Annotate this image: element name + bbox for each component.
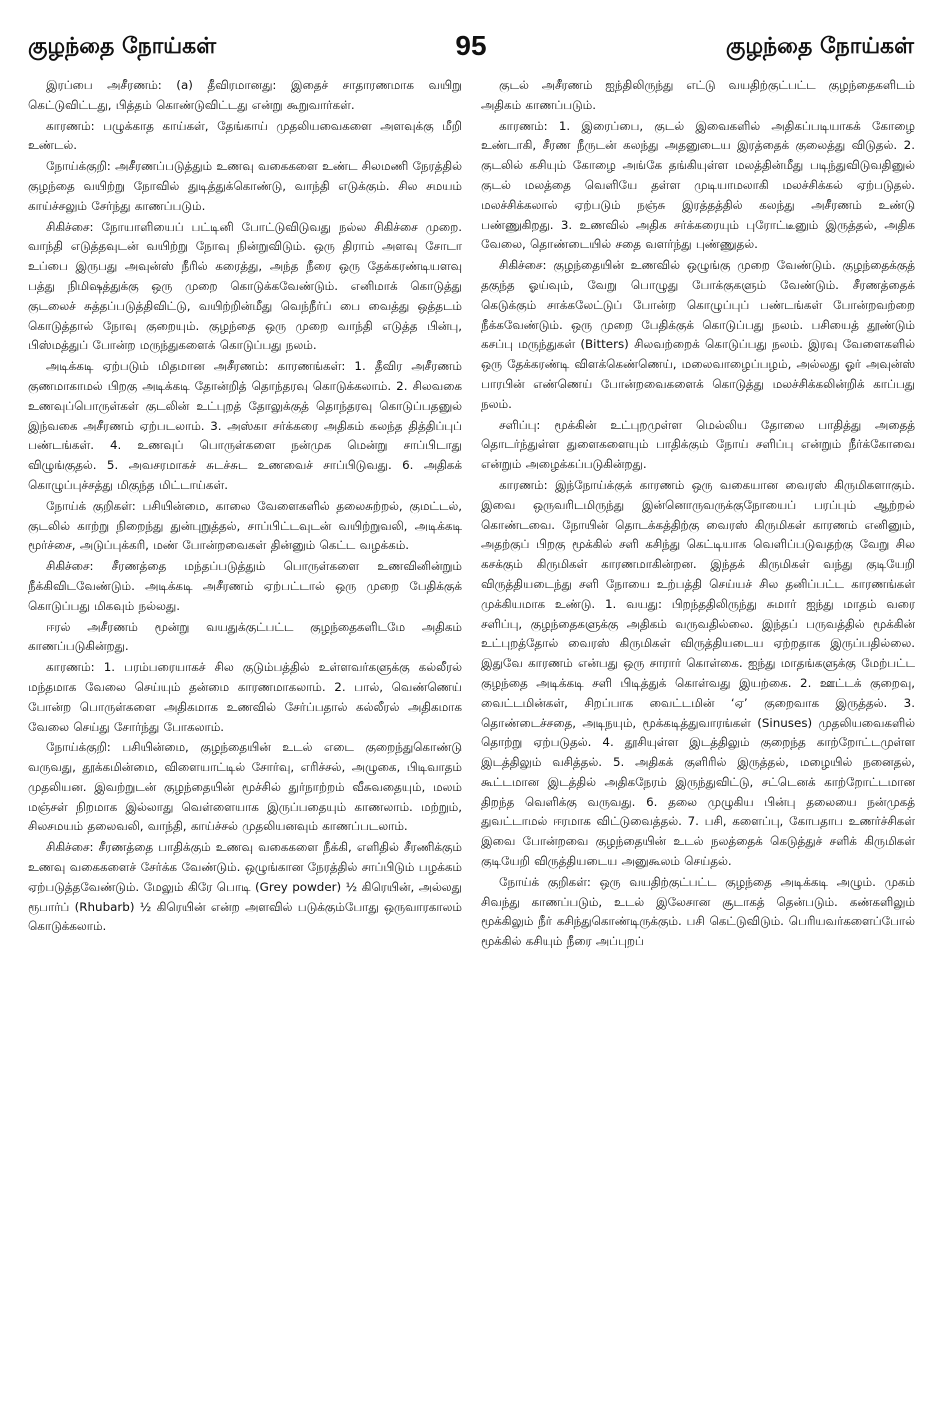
right-column	[481, 76, 915, 1411]
paragraph: சிகிச்சை: நோயாளியைப் பட்டினி போட்டுவிடுவது நல்ல சிகிச்சை முறை. வாந்தி எடுத்தவுடன் வயிற்று நோவு நின்றுவிடும். ஒரு திராம் அளவு சோடா உப்பை இருபது அவுன்ஸ் நீரில் கரைத்து, அந்த நீரை ஒரு தேக்கரண்டியளவு பத்து நிமிஷத்துக்கு ஒரு முறை கொடுக்கவேண்டும். எனிமாக் கொடுத்து குடலைச் சுத்தப்படுத்திவிட்டு, வயிற்றின்மீது வெந்நீர்ப் பை வைத்து ஒத்தடம் கொடுத்தால் நோவு குறையும். குழந்தை ஒரு முறை வாந்தி எடுத்த பின்பு, பிஸ்மத்துப் போன்ற மருந்துகளைக் கொடுப்பது நலம்.	[28, 219, 462, 353]
paragraph: காரணம்: பழுக்காத காய்கள், தேங்காய் முதலியவைகளை அளவுக்கு மீறி உண்டல்.	[28, 118, 462, 153]
paragraph: சிகிச்சை: சீரணத்தை பாதிக்கும் உணவு வகைகளை நீக்கி, எளிதில் சீரணிக்கும் உணவு வகைகளைச் சேர்க்க வேண்டும். ஒழுங்கான நேரத்தில் சாப்பிடும் பழக்கம் ஏற்படுத்தவேண்டும். மேலும் கிரே பொடி (Grey powder) ½ கிரெயின், அல்லது ரூபார்ப் (Rhubarb) ½ கிரெயின் என்ற அளவில் படுக்கும்போது ஒருவாரகாலம் கொடுக்கலாம்.	[28, 840, 462, 934]
left-column	[28, 76, 462, 1411]
paragraph: காரணம்: 1. இரைப்பை, குடல் இவைகளில் அதிகப்படியாகக் கோழை உண்டாகி, சீரண நீருடன் கலந்து அதனுடைய இரத்தைக் குலைத்து விடுதல். 2. குடலில் கசியும் கோழை அங்கே தங்கியுள்ள மலத்தின்மீது படிந்துவிடுவதினுல் குடல் மலத்தை வெளியே தள்ள முடியாமலாகி மலச்சிக்கல் ஏற்படுதல். மலச்சிக்கலால் ஏற்படும் நஞ்சு இரத்தத்தில் கலந்து அசீரணம் உண்டு பண்ணுகிறது. 3. உணவில் அதிக சர்க்கரையும் புரோட்டீனும் இருத்தல், அதிக வேலை, தொண்டையில் சதை வளர்ந்து புண்ணுதல்.	[481, 118, 915, 252]
running-title-right: குழந்தை நோய்கள்	[725, 34, 914, 59]
paragraph: நோய்க்குறி: பசியின்மை, குழந்தையின் உடல் எடை குறைந்துகொண்டு வருவது, தூக்கமின்மை, விளையாட்டில் சோர்வு, எரிச்சல், அழுகை, பிடிவாதம் முதலியன. இவற்றுடன் குழந்தையின் மூச்சில் துர்நாற்றம் வீசுவதையும், மலம் மஞ்சள் நிறமாக இல்லாது வெள்ளையாக இருப்பதையும் காணலாம். மற்றும், சிலசமயம் தலைவலி, வாந்தி, காய்ச்சல் முதலியனவும் காணப்படலாம்.	[28, 740, 462, 834]
paragraph: நோய்க்குறி: அசீரணப்படுத்தும் உணவு வகைகளை உண்ட சிலமணி நேரத்தில் குழந்தை வயிற்று நோவில் துடித்துக்கொண்டு, வாந்தி எடுக்கும். சில சமயம் காய்ச்சலும் சேர்ந்து காணப்படும்.	[28, 159, 462, 213]
paragraph: இரப்பை அசீரணம்: (a) தீவிரமானது: இதைச் சாதாரணமாக வயிறு கெட்டுவிட்டது, பித்தம் கொண்டுவிட்டது என்று கூறுவார்கள்.	[28, 78, 462, 112]
paragraph: நோய்க் குறிகள்: பசியின்மை, காலை வேளைகளில் தலைசுற்றல், குமட்டல், குடலில் காற்று நிறைந்து துன்புறுத்தல், சாப்பிட்டவுடன் வயிற்றுவலி, அடிக்கடி மூர்ச்சை, அடுப்புக்கரி, மண் போன்றவைகள் தின்னும் கெட்ட வழக்கம்.	[28, 498, 462, 553]
paragraph: சளிப்பு: மூக்கின் உட்புறமுள்ள மெல்லிய தோலை பாதித்து அதைத் தொடர்ந்துள்ள துளைகளையும் பாதிக்கும் நோய் சளிப்பு என்றும் நீர்க்கோவை என்றும் அழைக்கப்படுகின்றது.	[481, 417, 915, 472]
page-header	[28, 30, 914, 70]
paragraph: காரணம்: இந்நோய்க்குக் காரணம் ஒரு வகையான வைரஸ் கிருமிகளாகும். இவை ஒருவரிடமிருந்து இன்னொருவருக்குநோயைப் பரப்பும் ஆற்றல் கொண்டவை. நோயின் தொடக்கத்திற்கு வைரஸ் கிருமிகள் காரணம் எனினும், அதற்குப் பிறகு மூக்கில் சளி கசிந்து கெட்டியாக வெளிப்படுவதற்கு வேறு சில கசக்கும் கிருமிகள் காரணமாகின்றன. இந்தக் கிருமிகள் வந்து குடியேறி விருத்தியடைந்து சளி நோயை உற்பத்தி செய்யச் சில தனிப்பட்ட காரணங்கள் முக்கியமாக உண்டு. 1. வயது: பிறந்ததிலிருந்து சுமார் ஐந்து மாதம் வரை சளிப்பு, குழந்தைகளுக்கு அதிகம் வருவதில்லை. இந்தப் பருவத்தில் மூக்கின் உட்புறத்தோல் வைரஸ் கிருமிகள் விருத்தியடைய ஏற்றதாக இருப்பதில்லை. இதுவே காரணம் என்பது ஒரு சாரார் கொள்கை. ஐந்து மாதங்களுக்கு மேற்பட்ட குழந்தை அடிக்கடி சளி பிடித்துக் கொள்வது இயற்கை. 2. ஊட்டக் குறைவு, வைட்டமின்கள், சிறப்பாக வைட்டமின் ‘ஏ’ குறைவாக இருத்தல். 3. தொண்டைச்சதை, அடிநயும், மூக்கடித்துவாரங்கள் (Sinuses) முதலியவைகளில் தொற்று ஏற்படுதல். 4. தூசியுள்ள இடத்திலும் குறைந்த காற்றோட்டமுள்ள இடத்திலும் வசித்தல். 5. அதிகக் குளிரில் இருத்தல், மழையில் நனைதல், கூட்டமான இடத்தில் அதிகநேரம் இருந்துவிட்டு, சட்டெனக் காற்றோட்டமான திறந்த வெளிக்கு வருவது. 6. தலை முழுகிய பின்பு தலையை நன்முகத் துவட்டாமல் ஈரமாக விட்டுவைத்தல். 7. பசி, களைப்பு, கோபதாப உணர்ச்சிகள் இவை போன்றவை குழந்தையின் உடல் நலத்தைக் கெடுத்துச் சளிக் கிருமிகள் குடியேறி விருத்தியடைய அனுகூலம் செய்தல்.	[481, 477, 915, 869]
paragraph: சிகிச்சை: சீரணத்தை மந்தப்படுத்தும் பொருள்களை உணவினின்றும் நீக்கிவிடவேண்டும். அடிக்கடி அசீரணம் ஏற்பட்டால் ஒரு முறை பேதிக்குக் கொடுப்பது மிகவும் நல்லது.	[28, 559, 462, 613]
paragraph: ஈரல் அசீரணம் மூன்று வயதுக்குட்பட்ட குழந்தைகளிடமே அதிகம் காணப்படுகின்றது.	[28, 619, 462, 654]
running-title-left: குழந்தை நோய்கள்	[28, 34, 217, 59]
page-number: 95	[455, 30, 487, 61]
paragraph: நோய்க் குறிகள்: ஒரு வயதிற்குட்பட்ட குழந்தை அடிக்கடி அழும். முகம் சிவந்து காணப்படும், உடல் இலேசான சூடாகத் தென்படும். கண்களிலும் மூக்கிலும் நீர் கசிந்துகொண்டிருக்கும். பசி கெட்டுவிடும். பெரியவர்களைப்போல் மூக்கில் கசியும் நீரை அப்புறப்	[481, 874, 915, 949]
paragraph: காரணம்: 1. பரம்பரையாகச் சில குடும்பத்தில் உள்ளவர்களுக்கு கல்லீரல் மந்தமாக வேலை செய்யும் தன்மை காரணமாகலாம். 2. பால், வெண்ணெய் போன்ற பொருள்களை அதிகமாக உணவில் சேர்ப்பதால் கல்லீரல் அதிகமாக வேலை செய்து சோர்ந்து போகலாம்.	[28, 660, 462, 734]
paragraph: அடிக்கடி ஏற்படும் மிதமான அசீரணம்: காரணங்கள்: 1. தீவிர அசீரணம் குணமாகாமல் பிறகு அடிக்கடி தோன்றித் தொந்தரவு கொடுக்கலாம். 2. சிலவகை உணவுப்பொருள்கள் குடலின் உட்புறத் தோலுக்குத் தொந்தரவு கொடுப்பதனுல் இந்வகை அசீரணம் ஏற்படலாம். 3. அஸ்கா சர்க்கரை அதிகம் கலந்த தித்திப்புப் பண்டங்கள். 4. உணவுப் பொருள்களை நன்முக மென்று சாப்பிடாது விழுங்குதல். 5. அவசரமாகச் சுடச்சுட உணவைச் சாப்பிடுவது. 6. அதிகக் கொழுப்புச்சத்து மிகுந்த மிட்டாய்கள்.	[28, 359, 462, 492]
paragraph: சிகிச்சை: குழந்தையின் உணவில் ஒழுங்கு முறை வேண்டும். குழந்தைக்குத் தகுந்த ஓய்வும், வேறு பொழுது போக்குகளும் வேண்டும். சீரணத்தைக் கெடுக்கும் சாக்கலேட்டுப் போன்ற கொழுப்புப் பண்டங்கள் போன்றவற்றை நீக்கவேண்டும். ஒரு முறை பேதிக்குக் கொடுப்பது நலம். பசியைத் தூண்டும் கசப்பு மருந்துகள் (Bitters) சிலவற்றைக் கொடுப்பது நலம். இரவு வேளைகளில் ஒரு தேக்கரண்டி விளக்கெண்ணெய், மலைவாழைப்பழம், அல்லது ஓர் அவுன்ஸ் பாரபின் எண்ணெய் போன்றவைகளைக் கொடுத்து மலச்சிக்கலின்றிக் காப்பது நலம்.	[481, 258, 915, 411]
paragraph: குடல் அசீரணம் ஐந்திலிருந்து எட்டு வயதிற்குட்பட்ட குழந்தைகளிடம் அதிகம் காணப்படும்.	[481, 78, 915, 112]
